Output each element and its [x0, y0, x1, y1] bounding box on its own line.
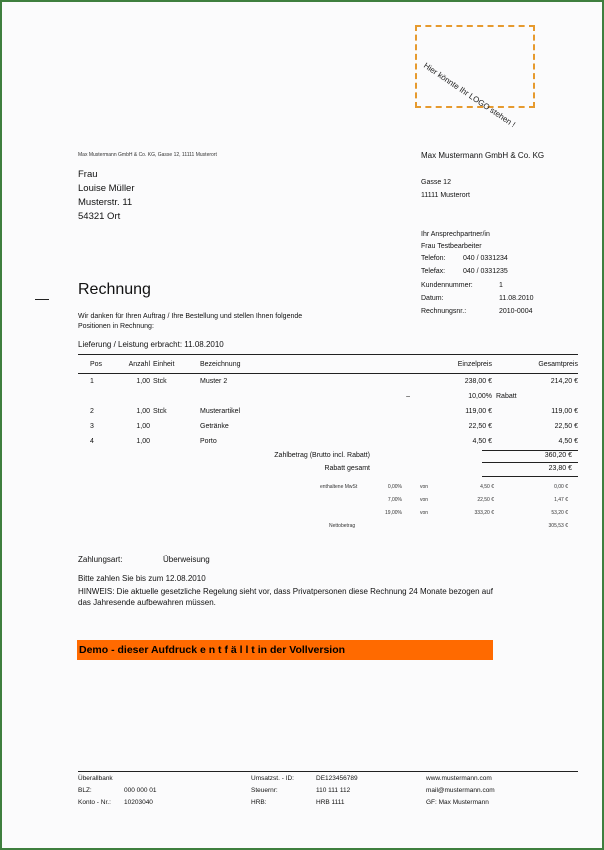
- header-total: Gesamtpreis: [538, 360, 578, 368]
- payment-method-value: Überweisung: [163, 555, 210, 564]
- vat-from: von: [420, 497, 429, 503]
- fold-mark: [35, 299, 49, 300]
- managing-director: GF: Max Mustermann: [426, 799, 489, 806]
- vat-amount: 53,20 €: [551, 510, 568, 516]
- phone-value: 040 / 0331234: [463, 255, 508, 262]
- row-unit-price: 119,00 €: [465, 408, 492, 415]
- header-pos: Pos: [89, 360, 102, 368]
- recipient-city: 54321 Ort: [78, 211, 121, 222]
- document-title: Rechnung: [78, 281, 151, 298]
- row-description: Porto: [200, 438, 217, 445]
- row-qty: 1,00: [136, 423, 150, 430]
- header-description: Bezeichnung: [200, 360, 241, 368]
- date-value: 11.08.2010: [499, 295, 534, 302]
- row-qty: 1,00: [136, 408, 150, 415]
- discount-total-value: 23,80 €: [548, 465, 572, 472]
- header-unit: Einheit: [153, 360, 175, 368]
- demo-banner: Demo - dieser Aufdruck e n t f ä l l t in der Vollversion: [77, 640, 493, 660]
- row-pos: 1: [90, 378, 94, 385]
- pay-amount-value: 360,20 €: [544, 452, 572, 459]
- logo-placeholder: [415, 25, 535, 130]
- row-total: 4,50 €: [558, 438, 578, 445]
- email-link[interactable]: mail@mustermann.com: [426, 787, 495, 794]
- fax-label: Telefax:: [421, 268, 446, 275]
- totals-rule-mid: [482, 462, 578, 463]
- row-total: 22,50 €: [554, 423, 578, 430]
- row-pos: 4: [90, 438, 94, 445]
- table-row: [78, 434, 578, 449]
- row-description: Muster 2: [200, 378, 228, 385]
- discount-row: [78, 389, 578, 404]
- row-unit: [150, 419, 200, 434]
- company-name: Max Mustermann GmbH & Co. KG: [421, 151, 545, 160]
- delivery-date: Lieferung / Leistung erbracht: 11.08.2010: [78, 340, 224, 349]
- vat-id-value: DE123456789: [316, 775, 358, 782]
- sender-line: Max Mustermann GmbH & Co. KG, Gasse 12, 11111 Musterort: [78, 152, 217, 158]
- discount-total-label: Rabatt gesamt: [324, 465, 370, 472]
- recipient-street: Musterstr. 11: [78, 197, 133, 208]
- vat-label: enthaltene MwSt: [320, 484, 358, 490]
- row-qty: 1,00: [136, 438, 150, 445]
- table-header-row: [78, 355, 578, 374]
- hrb-value: HRB 1111: [316, 799, 345, 806]
- tax-number-label: Steuernr:: [251, 787, 278, 794]
- totals-rule-top: [482, 450, 578, 451]
- invoice-number-value: 2010-0004: [499, 308, 533, 315]
- vat-rate: 0,00%: [387, 484, 402, 490]
- row-unit: Stck: [153, 378, 167, 385]
- row-qty: 1,00: [136, 378, 150, 385]
- row-unit: Stck: [153, 408, 167, 415]
- vat-amount: 0,00 €: [554, 484, 568, 490]
- vat-base: 4,50 €: [480, 484, 494, 490]
- vat-rate: 7,00%: [387, 497, 402, 503]
- vat-amount: 1,47 €: [554, 497, 568, 503]
- table-row: [78, 404, 578, 419]
- net-label: Nettobetrag: [329, 523, 356, 529]
- table-row: [78, 419, 578, 434]
- row-description: Musterartikel: [200, 408, 241, 415]
- fax-value: 040 / 0331235: [463, 268, 508, 275]
- header-qty: Anzahl: [128, 360, 150, 368]
- blz-label: BLZ:: [78, 787, 92, 794]
- vat-from: von: [420, 510, 429, 516]
- account-value: 10203040: [124, 799, 153, 806]
- contact-heading: Ihr Ansprechpartner/in: [421, 231, 490, 238]
- contact-person: Frau Testbearbeiter: [421, 243, 482, 250]
- bank-name: Überallbank: [78, 775, 113, 782]
- date-label: Datum:: [421, 295, 444, 302]
- vat-base: 22,50 €: [477, 497, 494, 503]
- row-pos: 2: [90, 408, 94, 415]
- website-link[interactable]: www.mustermann.com: [426, 775, 492, 782]
- retention-hint-line-1: HINWEIS: Die aktuelle gesetzliche Regelung sieht vor, dass Privatpersonen diese Rechnung 24 Monate bezogen auf: [78, 587, 493, 596]
- recipient-name: Louise Müller: [78, 183, 135, 194]
- company-street: Gasse 12: [421, 179, 451, 186]
- row-description: Getränke: [200, 423, 229, 430]
- row-unit-price: 22,50 €: [468, 423, 492, 430]
- tax-number-value: 110 111 112: [316, 787, 351, 794]
- row-total: 119,00 €: [551, 408, 578, 415]
- discount-percent: 10,00%: [468, 393, 492, 400]
- vat-id-label: Umsatzst. - ID:: [251, 775, 294, 782]
- retention-hint-line-2: das Jahresende aufbewahren müssen.: [78, 598, 216, 607]
- company-city: 11111 Musterort: [421, 192, 470, 199]
- footer-rule: [78, 771, 578, 772]
- recipient-salutation: Frau: [78, 169, 98, 180]
- row-pos: 3: [90, 423, 94, 430]
- discount-dash: –: [406, 393, 410, 400]
- vat-from: von: [420, 484, 429, 490]
- row-total: 214,20 €: [550, 378, 578, 385]
- invoice-number-label: Rechnungsnr.:: [421, 308, 467, 315]
- logo-placeholder-text: Hier könnte Ihr LOGO stehen !: [421, 61, 517, 130]
- row-unit-price: 4,50 €: [472, 438, 492, 445]
- intro-line-1: Wir danken für Ihren Auftrag / Ihre Bestellung und stellen Ihnen folgende: [78, 313, 303, 320]
- discount-label: Rabatt: [496, 393, 517, 400]
- vat-base: 333,20 €: [474, 510, 494, 516]
- customer-number-label: Kundennummer:: [421, 282, 473, 289]
- invoice-items-table: [78, 354, 578, 449]
- totals-rule-bottom: [482, 476, 578, 477]
- table-row: [78, 374, 578, 390]
- net-value: 305,53 €: [548, 523, 568, 529]
- vat-rate: 19,00%: [385, 510, 402, 516]
- account-label: Konto - Nr.:: [78, 799, 111, 806]
- customer-number-value: 1: [499, 282, 503, 289]
- row-unit: [150, 434, 200, 449]
- intro-line-2: Positionen in Rechnung:: [78, 323, 154, 330]
- hrb-label: HRB:: [251, 799, 267, 806]
- phone-label: Telefon:: [421, 255, 446, 262]
- pay-amount-label: Zahlbetrag (Brutto incl. Rabatt): [274, 452, 370, 459]
- row-unit-price: 238,00 €: [464, 378, 492, 385]
- payment-due: Bitte zahlen Sie bis zum 12.08.2010: [78, 574, 206, 583]
- payment-method-label: Zahlungsart:: [78, 555, 123, 564]
- blz-value: 000 000 01: [124, 787, 157, 794]
- header-unit-price: Einzelpreis: [457, 360, 492, 368]
